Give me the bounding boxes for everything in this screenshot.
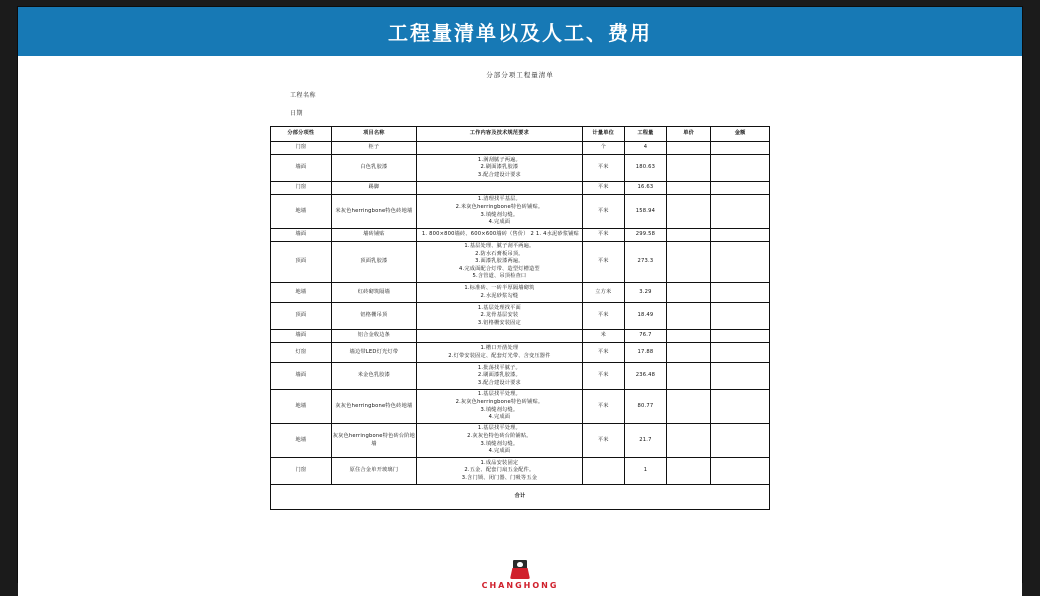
table-row [271,283,770,303]
cell-amount [711,229,770,242]
table-header-row [271,127,770,142]
cell-unit: 平米 [582,390,624,424]
col-header-amount: 金额 [711,127,770,142]
table-body [271,142,770,485]
cell-category: 墙面 [271,229,332,242]
cell-price [667,390,711,424]
cell-quantity: 18.49 [624,303,666,330]
cell-category: 墙面 [271,330,332,343]
cell-quantity: 180.63 [624,155,666,182]
cell-quantity: 158.94 [624,195,666,229]
cell-amount [711,242,770,283]
cell-description: 1.基层找平处理。 2.灰灰色特色砖台阶铺贴。 3.填缝剂勾缝。 4.完成面 [417,424,583,458]
cell-description [417,142,583,155]
col-header-category: 分部分项性 [271,127,332,142]
cell-unit: 平米 [582,155,624,182]
cell-description: 1. 800×800墙砖、600×600墙砖（售价） 2 1. 4水泥砂浆铺贴 [417,229,583,242]
table-row [271,303,770,330]
cell-item: 米灰色herringbone特色砖地墙 [331,195,416,229]
cell-description: 1.成品安装固定 2.五金、配套门扇五金配件。 3.含门锁、闭门器、门吸等五金 [417,458,583,485]
date-label: 日期 [290,110,304,117]
cell-item: 柜子 [331,142,416,155]
cell-quantity: 80.77 [624,390,666,424]
table-row [271,330,770,343]
cell-category: 墙面 [271,363,332,390]
cell-item: 踢脚 [331,182,416,195]
cell-price [667,242,711,283]
cell-price [667,283,711,303]
cell-item: 灰灰色herringbone特色砖地墙 [331,390,416,424]
col-header-item: 项目名称 [331,127,416,142]
cell-category: 门窗 [271,458,332,485]
cell-category: 门窗 [271,182,332,195]
quantity-table [270,126,770,510]
cell-quantity: 76.7 [624,330,666,343]
cell-quantity: 16.63 [624,182,666,195]
cell-amount [711,424,770,458]
cell-amount [711,283,770,303]
cell-unit: 立方米 [582,283,624,303]
cell-description: 1.基层处理、腻子刮平两遍。 2.防水石膏板吊顶。 3.面漆乳胶漆两遍。 4.完成面配合灯带、造型灯槽造型 5.含管道、吊顶检查口 [417,242,583,283]
cell-item: 顶面乳胶漆 [331,242,416,283]
cell-unit: 平米 [582,343,624,363]
cell-unit: 个 [582,142,624,155]
cell-category: 门窗 [271,142,332,155]
col-header-description: 工作内容及技术规范要求 [417,127,583,142]
cell-price [667,343,711,363]
cell-amount [711,182,770,195]
cell-description [417,182,583,195]
cell-item: 白色乳胶漆 [331,155,416,182]
cell-amount [711,142,770,155]
cell-item: 米金色乳胶漆 [331,363,416,390]
cell-quantity: 3.29 [624,283,666,303]
slide [18,7,1022,590]
cell-category: 地墙 [271,424,332,458]
cell-unit: 平米 [582,195,624,229]
total-label: 合计 [271,485,770,510]
brand-logo [18,560,1022,590]
cell-amount [711,155,770,182]
cell-quantity: 299.58 [624,229,666,242]
page-title: 工程量清单以及人工、费用 [388,21,652,45]
cell-description: 1.标准砖、一砖半厚隔墙砌筑 2.水泥砂浆勾缝 [417,283,583,303]
slide-title-bar [18,7,1022,56]
cell-item: 铝合金收边条 [331,330,416,343]
cell-item: 原住合金单开玻璃门 [331,458,416,485]
table-row [271,155,770,182]
changhong-logo-icon [507,560,533,579]
cell-quantity: 236.48 [624,363,666,390]
cell-category: 地墙 [271,390,332,424]
cell-item: 红砖砌筑隔墙 [331,283,416,303]
cell-description: 1.满刮腻子两遍。 2.刷面漆乳胶漆 3.配合建设计要求 [417,155,583,182]
cell-category: 顶面 [271,303,332,330]
document-body [18,70,1022,596]
col-header-unit: 计量单位 [582,127,624,142]
cell-category: 顶面 [271,242,332,283]
brand-logo-text: CHANGHONG [481,581,559,590]
cell-amount [711,195,770,229]
project-name-label: 工程名称 [290,92,317,99]
cell-category: 墙面 [271,155,332,182]
cell-description: 1.基层处理找平面 2.龙骨基层安装 3.铝格栅安装固定 [417,303,583,330]
cell-amount [711,330,770,343]
cell-description [417,330,583,343]
cell-unit [582,458,624,485]
cell-unit: 平米 [582,229,624,242]
table-row [271,363,770,390]
cell-price [667,229,711,242]
cell-unit: 米 [582,330,624,343]
cell-item: 铝格栅吊顶 [331,303,416,330]
cell-item: 墙砖铺贴 [331,229,416,242]
cell-description: 1.清理找平基层。 2.米灰色herringbone特色砖铺贴。 3.填缝剂勾缝。 4.完成面 [417,195,583,229]
table-row [271,195,770,229]
cell-unit: 平米 [582,363,624,390]
cell-amount [711,303,770,330]
cell-price [667,182,711,195]
cell-quantity: 21.7 [624,424,666,458]
cell-quantity: 17.88 [624,343,666,363]
cell-description: 1.基层找平处理。 2.灰灰色herringbone特色砖铺贴。 3.填缝剂勾缝。 4.完成面 [417,390,583,424]
table-row [271,390,770,424]
cell-price [667,195,711,229]
cell-item: 墙边带LED灯光灯带 [331,343,416,363]
table-row [271,182,770,195]
cell-description: 1.槽口开凿处理 2.灯带安装固定、配套灯光带、含变压器件 [417,343,583,363]
cell-amount [711,363,770,390]
cell-item: 灰灰色herringbone特色砖台阶地墙 [331,424,416,458]
table-row [271,343,770,363]
table-total-row [271,485,770,510]
table-row [271,142,770,155]
cell-price [667,363,711,390]
cell-price [667,155,711,182]
cell-price [667,330,711,343]
cell-amount [711,458,770,485]
cell-unit: 平米 [582,424,624,458]
cell-price [667,303,711,330]
cell-price [667,458,711,485]
cell-unit: 平米 [582,242,624,283]
table-row [271,458,770,485]
cell-category: 地墙 [271,195,332,229]
cell-amount [711,343,770,363]
cell-quantity: 273.3 [624,242,666,283]
cell-amount [711,390,770,424]
cell-unit: 平米 [582,303,624,330]
cell-category: 地墙 [271,283,332,303]
document-heading: 分部分项工程量清单 [486,71,554,79]
cell-description: 1.批荡找平腻子。 2.刷面漆乳胶漆。 3.配合建设计要求 [417,363,583,390]
cell-quantity: 1 [624,458,666,485]
cell-category: 灯窗 [271,343,332,363]
cell-price [667,424,711,458]
cell-unit: 平米 [582,182,624,195]
table-row [271,229,770,242]
cell-price [667,142,711,155]
table-row [271,424,770,458]
col-header-quantity: 工程量 [624,127,666,142]
cell-quantity: 4 [624,142,666,155]
col-header-price: 单价 [667,127,711,142]
table-row [271,242,770,283]
